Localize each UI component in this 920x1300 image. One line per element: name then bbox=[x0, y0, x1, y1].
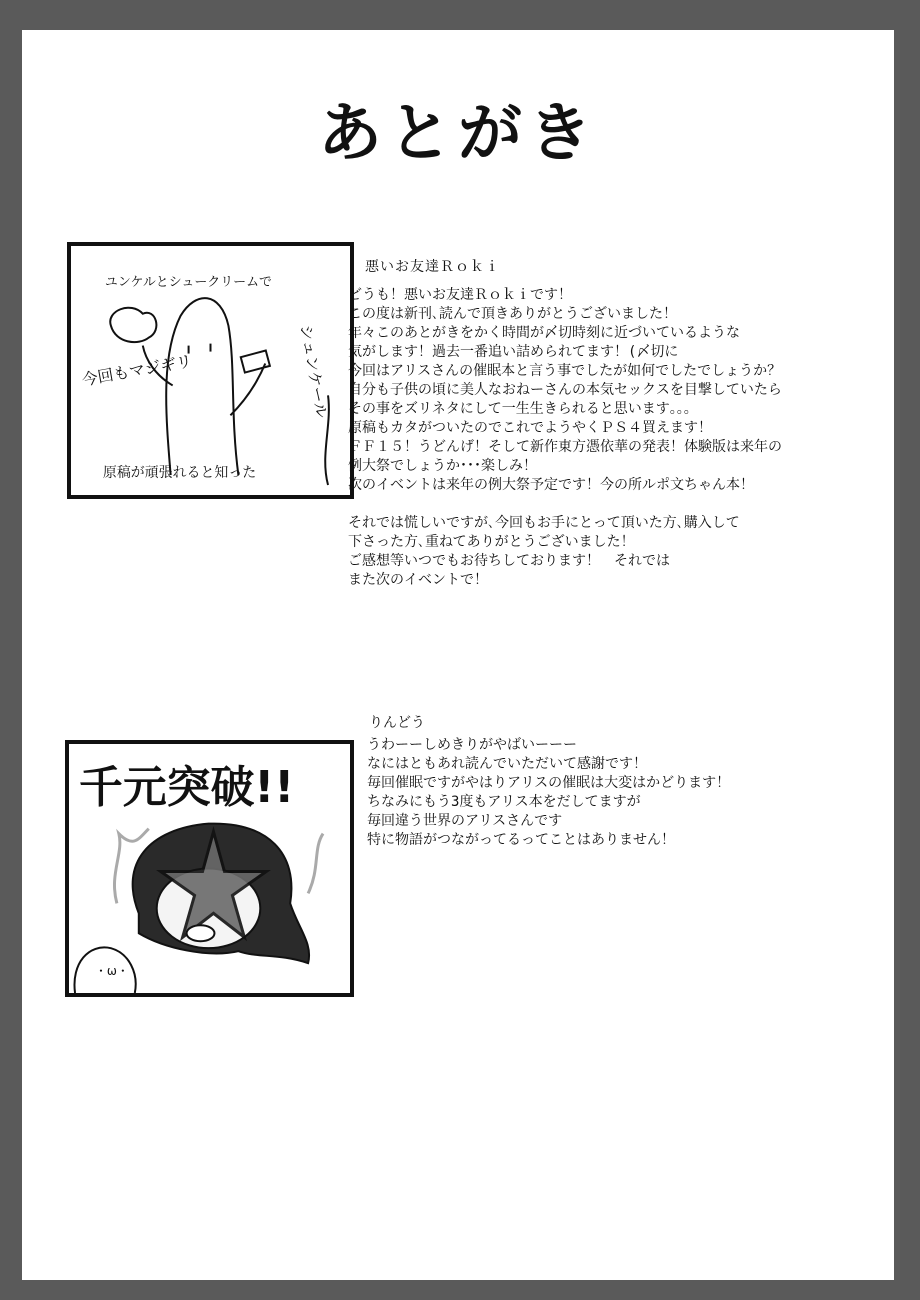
message-line: うわーーしめきりがやばいーーー bbox=[367, 737, 577, 753]
panel-headline: 千元突破!! bbox=[79, 761, 295, 813]
message-line: また次のイベントで！ bbox=[348, 572, 488, 588]
svg-text:・ω・: ・ω・ bbox=[94, 964, 129, 979]
afterword-page bbox=[22, 30, 894, 1280]
illustration-panel-rindou bbox=[65, 740, 354, 997]
page-title: あとがき bbox=[318, 97, 598, 171]
message-line: 今回はアリスさんの催眠本と言う事でしたが如何でしたでしょうか？ bbox=[348, 363, 782, 379]
panel-caption-bottom: 原稿が頑張れると知った bbox=[102, 465, 257, 482]
message-line: 自分も子供の頃に美人なおねーさんの本気セックスを目撃していたら bbox=[348, 382, 782, 398]
message-line: 特に物語がつながってるってことはありません！ bbox=[367, 832, 675, 848]
message-line: ご感想等いつでもお待ちしております！ それでは bbox=[348, 553, 670, 569]
message-rindou bbox=[367, 736, 730, 850]
author-name-roki: 悪いお友達Ｒｏｋｉ bbox=[365, 259, 500, 275]
message-line: どうも！悪いお友達Ｒｏｋｉです！ bbox=[348, 287, 572, 303]
message-line: ＦＦ１５！うどんげ！そして新作東方憑依華の発表！体験版は来年の bbox=[348, 439, 782, 455]
message-line: 原稿もカタがついたのでこれでようやくＰＳ４買えます！ bbox=[348, 420, 712, 436]
message-line: 次のイベントは来年の例大祭予定です！今の所ルポ文ちゃん本！ bbox=[348, 477, 754, 493]
sketch-illustration bbox=[71, 246, 350, 495]
message-line: なにはともあれ読んでいただいて感謝です！ bbox=[367, 756, 647, 772]
message-line: 下さった方､重ねてありがとうございました！ bbox=[348, 534, 635, 550]
message-line: 年々このあとがきをかく時間が〆切時刻に近づいているような bbox=[348, 325, 740, 341]
panel-caption-top: ユンケルとシュークリームで bbox=[104, 274, 272, 290]
message-line: 毎回違う世界のアリスさんです bbox=[367, 813, 563, 829]
author-name-rindou: りんどう bbox=[369, 715, 425, 731]
message-line: 毎回催眠ですがやはりアリスの催眠は大変はかどります！ bbox=[367, 775, 731, 791]
message-line: その事をズリネタにして一生生きられると思います｡｡｡ bbox=[348, 401, 691, 417]
illustration-panel-roki bbox=[67, 242, 354, 499]
message-line: 例大祭でしょうか･･･楽しみ！ bbox=[348, 458, 537, 474]
message-line: 気がします！過去一番追い詰められてます！(〆切に bbox=[348, 344, 679, 360]
panel-side-text-right: シュンケール bbox=[296, 323, 332, 420]
panel-side-text-left: 今回もマジギリ bbox=[80, 351, 194, 390]
message-line: この度は新刊､読んで頂きありがとうございました！ bbox=[348, 306, 677, 322]
message-roki bbox=[348, 286, 782, 590]
message-line: ちなみにもう3度もアリス本をだしてますが bbox=[367, 794, 641, 810]
chibi-illustration bbox=[69, 744, 350, 993]
message-line: それでは慌しいですが､今回もお手にとって頂いた方､購入して bbox=[348, 515, 740, 531]
